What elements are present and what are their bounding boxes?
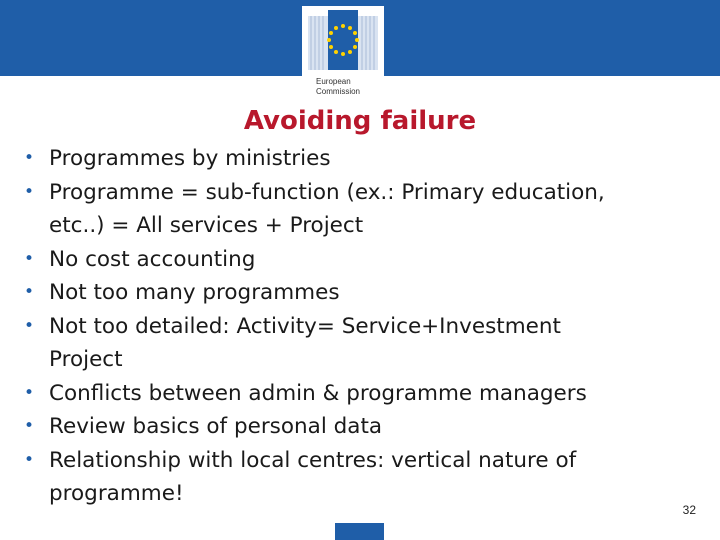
bullet-item (22, 410, 702, 444)
bullet-dot-icon: • (24, 282, 35, 302)
logo-text-line1: European (316, 77, 351, 86)
bullet-text: Review basics of personal data (49, 414, 383, 439)
bullet-text: Relationship with local centres: vertical nature of (49, 447, 577, 473)
bullet-item (22, 444, 702, 511)
bullet-dot-icon: • (24, 315, 35, 336)
bullet-text: Conflicts between admin & programme managers (49, 380, 587, 406)
slide-title: Avoiding failure (243, 106, 477, 136)
bullet-list (22, 142, 702, 511)
page-number: 32 (682, 503, 696, 517)
bullet-item (22, 176, 702, 243)
bullet-dot-icon: • (24, 449, 35, 470)
bullet-text: Programmes by ministries (49, 146, 331, 171)
bullet-text: Project (49, 347, 123, 372)
bullet-dot-icon: • (24, 382, 35, 403)
bullet-text: No cost accounting (49, 246, 256, 272)
bullet-dot-icon: • (24, 181, 35, 202)
bullet-text: programme! (49, 481, 184, 506)
bullet-text: etc..) = All services + Project (49, 213, 364, 238)
bullet-dot-icon: • (24, 248, 35, 269)
bullet-text: Not too many programmes (49, 280, 340, 305)
bullet-item (22, 310, 702, 377)
bullet-text: Not too detailed: Activity= Service+Investment (49, 313, 561, 339)
footer-flag (335, 523, 384, 540)
bullet-item (22, 377, 702, 411)
bullet-dot-icon: • (24, 416, 35, 436)
logo-text-line2: Commission (316, 87, 361, 96)
bullet-text: Programme = sub-function (ex.: Primary education, (49, 179, 605, 205)
bullet-item (22, 142, 702, 176)
european-commission-logo (302, 6, 384, 102)
bullet-dot-icon: • (24, 148, 35, 168)
bullet-item (22, 276, 702, 310)
bullet-item (22, 243, 702, 277)
